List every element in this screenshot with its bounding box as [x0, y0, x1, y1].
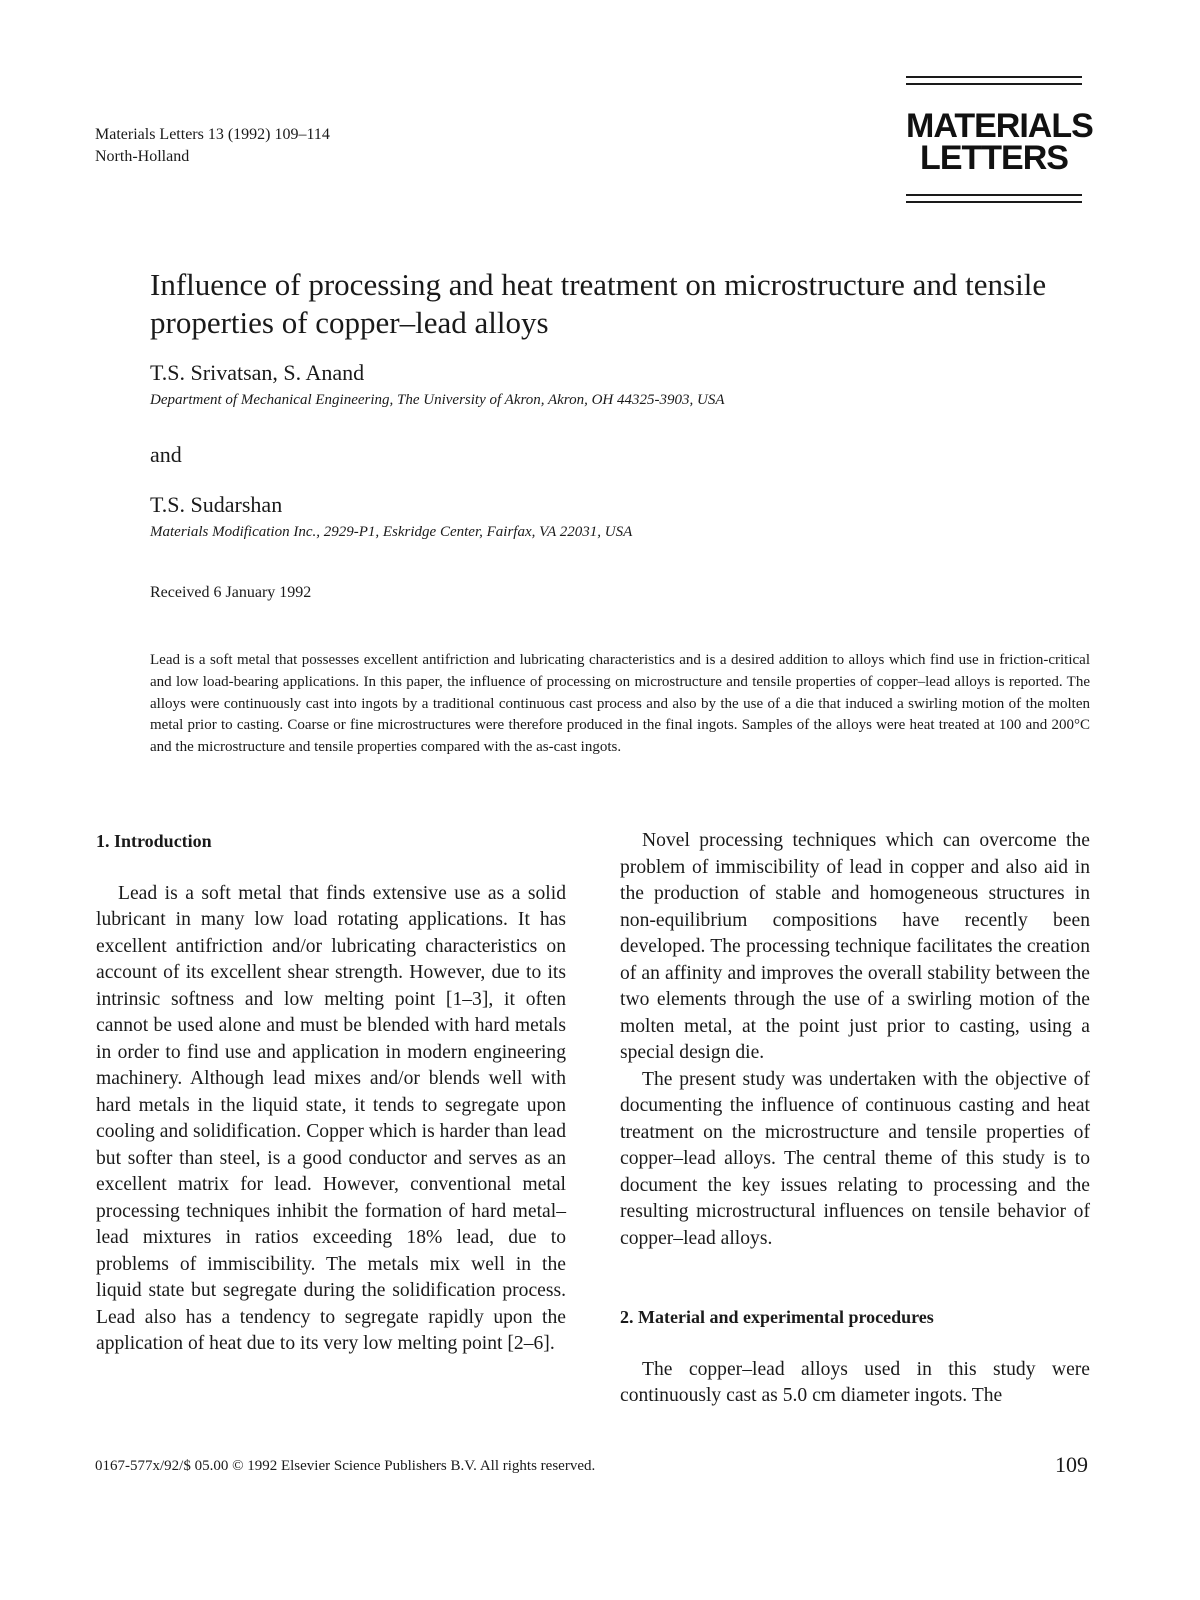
logo-rule [906, 83, 1082, 85]
logo-rule [906, 194, 1082, 196]
abstract: Lead is a soft metal that possesses excellent antifriction and lubricating characteristics and is a desired addition to alloys which find use in friction-critical and low load-bearing applications. In this paper, the influence of processing on microstructure and tensile properties of copper–lead alloys is reported. The alloys were continuously cast into ingots by a traditional continuous cast process and also by the use of a die that induced a swirling motion of the molten metal prior to casting. Coarse or fine microstructures were therefore produced in the final ingots. Samples of the alloys were heat treated at 100 and 200°C and the microstructure and tensile properties compared with the as-cast ingots. [150, 652, 1090, 756]
section-heading-introduction: 1. Introduction [96, 831, 212, 851]
body-column-right [620, 828, 1090, 1410]
paragraph: Lead is a soft metal that finds extensive use as a solid lubricant in many low load rotating applications. It has excellent antifriction and/or lubricating characteristics on account of its excellent shear strength. However, due to its intrinsic softness and low melting point [1–3], it often cannot be used alone and must be blended with hard metals in order to find use and application in modern engineering machinery. Although lead mixes and/or blends well with hard metals in the liquid state, it tends to segregate upon cooling and solidification. Copper which is harder than lead but softer than steel, is a good conductor and serves as an excellent matrix for lead. However, conventional metal processing techniques inhibit the formation of hard metal–lead mixtures in ratios exceeding 18% lead, due to problems of immiscibility. The metals mix well in the liquid state but segregate during the solidification process. Lead also has a tendency to segregate rapidly upon the application of heat due to its very low melting point [2–6]. [96, 882, 566, 1354]
publisher: North-Holland [95, 148, 190, 165]
affiliation-first: Department of Mechanical Engineering, The University of Akron, Akron, OH 44325-3903, USA [150, 392, 725, 408]
paragraph: The present study was undertaken with the objective of documenting the influence of continuous casting and heat treatment on the microstructure and tensile properties of copper–lead alloys. The central theme of this study is to document the key issues relating to processing and the resulting microstructural influences on tensile behavior of copper–lead alloys. [620, 1068, 1090, 1249]
logo-line-1: MATERIALS [906, 107, 1093, 145]
page-number: 109 [1055, 1452, 1088, 1477]
copyright-line: 0167-577x/92/$ 05.00 © 1992 Elsevier Science Publishers B.V. All rights reserved. [95, 1458, 596, 1474]
section-heading-methods: 2. Material and experimental procedures [620, 1307, 934, 1327]
author-conjunction: and [150, 442, 182, 467]
body-column-left [96, 831, 566, 1358]
article-title: Influence of processing and heat treatment on microstructure and tensile properties of copper–lead alloys [150, 267, 1047, 340]
paragraph: The copper–lead alloys used in this study were continuously cast as 5.0 cm diameter ingots. The [620, 1358, 1090, 1406]
affiliation-second: Materials Modification Inc., 2929-P1, Eskridge Center, Fairfax, VA 22031, USA [150, 524, 633, 540]
journal-logo [906, 76, 1093, 210]
authors-first-group: T.S. Srivatsan, S. Anand [150, 360, 365, 385]
logo-line-2: LETTERS [920, 139, 1068, 177]
authors-second-group: T.S. Sudarshan [150, 492, 283, 517]
paragraph: Novel processing techniques which can overcome the problem of immiscibility of lead in copper and also aid in the production of stable and homogeneous structures in non-equilibrium compositions have recently been developed. The processing technique facilitates the creation of an affinity and improves the overall stability between the two elements through the use of a swirling motion of the molten metal, at the point just prior to casting, using a special design die. [620, 830, 1090, 1063]
logo-rule [906, 201, 1082, 203]
received-date: Received 6 January 1992 [150, 584, 312, 601]
journal-citation: Materials Letters 13 (1992) 109–114 [95, 126, 330, 143]
logo-rule [906, 76, 1082, 78]
journal-reference [95, 124, 330, 168]
